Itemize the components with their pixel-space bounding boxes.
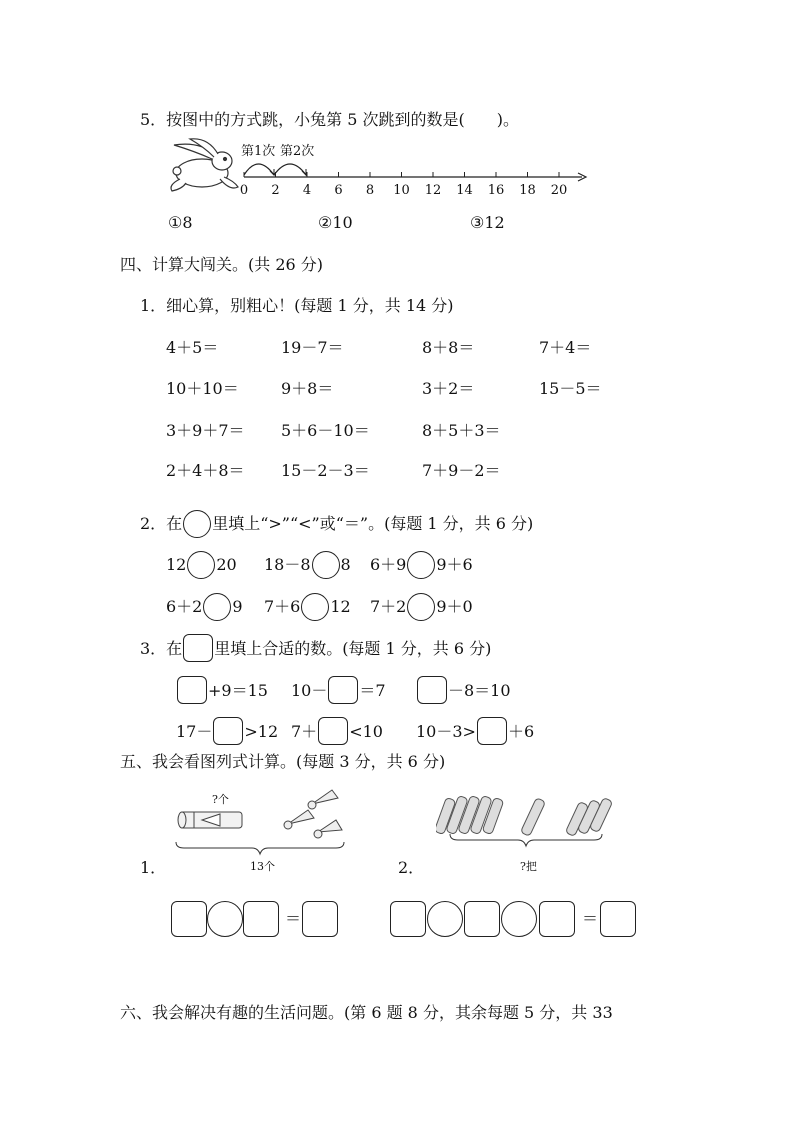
part-2-num: 2．在	[140, 514, 183, 533]
answer-box[interactable]	[318, 717, 348, 745]
p1-label: 1．	[140, 858, 167, 877]
calc-item: 3＋2＝	[422, 379, 475, 398]
p1-top-label: ?个	[212, 793, 229, 806]
calc-item: 7＋9－2＝	[422, 461, 501, 480]
compare-circle[interactable]	[301, 593, 329, 621]
umbrella-picture	[436, 788, 636, 858]
q5-option-1[interactable]: ①8	[168, 213, 193, 232]
compare-item: 7＋2 9＋0	[370, 593, 473, 621]
calc-item: 8＋8＝	[422, 338, 475, 357]
fill-item: 17－ >12	[176, 717, 278, 745]
part-1-title: 1．细心算，别粗心！(每题 1 分，共 14 分)	[140, 296, 454, 315]
equation-circle[interactable]	[207, 901, 243, 937]
part-3-title: 3．在 里填上合适的数。(每题 1 分，共 6 分)	[140, 634, 491, 662]
square-symbol-icon	[183, 634, 213, 662]
number-line-tick-label: 12	[424, 183, 442, 198]
calc-item: 7＋4＝	[539, 338, 592, 357]
circle-symbol-icon	[183, 510, 211, 538]
answer-box[interactable]	[328, 676, 358, 704]
number-line-tick-label: 4	[302, 183, 312, 198]
compare-item: 6＋2 9	[166, 593, 243, 621]
calc-item: 15－2－3＝	[281, 461, 370, 480]
shuttlecock-picture	[172, 782, 348, 862]
equation-box[interactable]	[171, 901, 207, 937]
calc-item: 19－7＝	[281, 338, 344, 357]
p1-total-label: 13个	[250, 860, 275, 873]
compare-item: 18－8 8	[264, 551, 351, 579]
equation-circle[interactable]	[427, 901, 463, 937]
number-line-tick-label: 14	[456, 183, 473, 198]
p2-total-label: ?把	[520, 860, 537, 873]
section-6-title: 六、我会解决有趣的生活问题。(第 6 题 8 分，其余每题 5 分，共 33	[120, 1003, 613, 1022]
compare-item: 12 20	[166, 551, 237, 579]
fill-item: 10－ ＝7	[291, 676, 386, 704]
fill-item: －8＝10	[416, 676, 511, 704]
p2-label: 2．	[398, 858, 425, 877]
equation-box[interactable]	[464, 901, 500, 937]
jump-2-label: 第2次	[280, 144, 315, 159]
umbrella-icon	[436, 795, 613, 836]
equation-box[interactable]	[600, 901, 636, 937]
shuttlecock-icon	[284, 790, 342, 838]
jump-1-label: 第1次	[241, 144, 276, 159]
equation-circle[interactable]	[501, 901, 537, 937]
section-5-title: 五、我会看图列式计算。(每题 3 分，共 6 分)	[120, 752, 446, 771]
calc-item: 4＋5＝	[166, 338, 219, 357]
number-line-tick-label: 6	[334, 183, 343, 198]
number-line-tick-label: 0	[239, 183, 249, 198]
part-2-title	[140, 510, 533, 538]
calc-item: 9＋8＝	[281, 379, 334, 398]
calc-item: 2＋4＋8＝	[166, 461, 245, 480]
calc-item: 15－5＝	[539, 379, 602, 398]
shuttlecock-tube-icon	[178, 812, 242, 828]
q5-option-2[interactable]: ②10	[318, 213, 353, 232]
part-2-rest: 里填上“>”“<”或“＝”。(每题 1 分，共 6 分)	[212, 514, 534, 533]
compare-item: 6＋9 9＋6	[370, 551, 473, 579]
number-line-tick-label: 8	[365, 183, 375, 198]
number-line-tick-label: 2	[271, 183, 280, 198]
equals-sign: ＝	[285, 909, 302, 928]
equation-box[interactable]	[390, 901, 426, 937]
compare-circle[interactable]	[407, 551, 435, 579]
fill-item: 10－3> ＋6	[416, 717, 534, 745]
equation-box[interactable]	[539, 901, 575, 937]
equation-box[interactable]	[302, 901, 338, 937]
fill-item: 7＋ <10	[291, 717, 383, 745]
section-4-title: 四、计算大闯关。(共 26 分)	[120, 255, 324, 274]
answer-box[interactable]	[213, 717, 243, 745]
number-line-tick-label: 18	[519, 183, 536, 198]
calc-item: 10＋10＝	[166, 379, 239, 398]
q5-option-3[interactable]: ③12	[470, 213, 505, 232]
number-line-tick-label: 16	[487, 183, 505, 198]
fill-item: +9＝15	[176, 676, 268, 704]
equation-box[interactable]	[243, 901, 279, 937]
number-line-tick-label: 10	[393, 183, 410, 198]
rabbit-icon	[171, 139, 238, 191]
answer-box[interactable]	[417, 676, 447, 704]
equals-sign: ＝	[582, 909, 599, 928]
calc-item: 8＋5＋3＝	[422, 421, 501, 440]
calc-item: 5＋6－10＝	[281, 421, 370, 440]
compare-circle[interactable]	[407, 593, 435, 621]
number-line-tick-label: 20	[550, 183, 568, 198]
calc-item: 3＋9＋7＝	[166, 421, 245, 440]
compare-circle[interactable]	[187, 551, 215, 579]
answer-box[interactable]	[477, 717, 507, 745]
compare-circle[interactable]	[312, 551, 340, 579]
answer-box[interactable]	[177, 676, 207, 704]
compare-circle[interactable]	[203, 593, 231, 621]
q5-text: 5．按图中的方式跳，小兔第 5 次跳到的数是( )。	[140, 110, 520, 129]
compare-item: 7＋6 12	[264, 593, 351, 621]
